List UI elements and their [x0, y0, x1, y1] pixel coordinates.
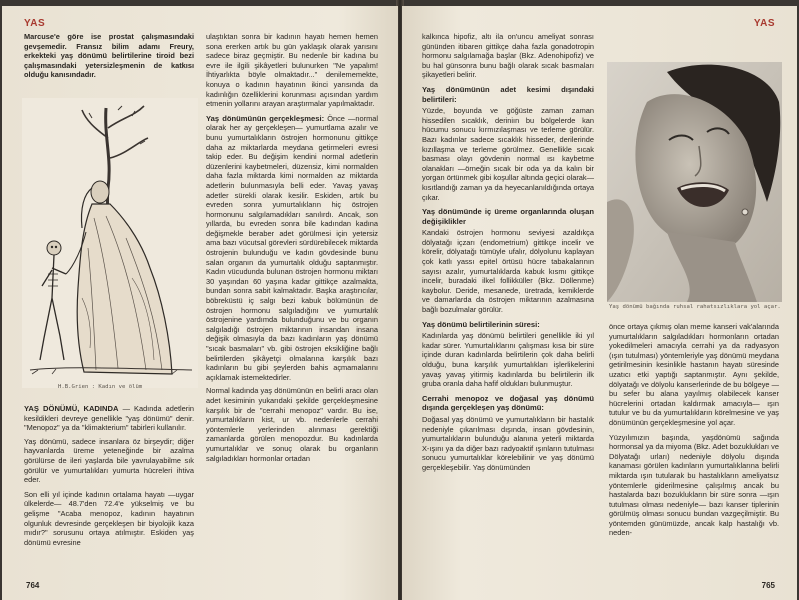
- section-heading: Cerrahi menopoz ve doğasal yaş dönümü dışında gerçekleşen yaş dönümü:: [422, 393, 594, 413]
- paragraph: Kandaki östrojen hormonu seviyesi azaldıkça dölyatağı içzarı (endometrium) gittikçe incelir ve körelir, dölyatağı tümüyle ufalır, dölyolunu kaplayan çok katlı yassı epitel örtüsü hücre tabakalarının sayısı azalır, yumurtalıklarda kabuk kısmı gittikçe incelir, buradaki ilkel follikküller (Bkz. Döllenme) kaybolur. Deride, mesanede, üretrada, kemiklerde ve damarlarda da östrojen miktarının azalmasına bağlı bozulmalar görülür.: [422, 228, 594, 315]
- paragraph: Normal kadında yaş dönümünün en belirli aracı olan adet kesiminin yukarıdaki şekilde gerçekleşmesine karşılık bir de "cerrahi menopoz" vardır. Bu ise, yumurtalıkların kist, ur vb. nedenlerle cerrahi yöntemlerle yerlerinden alınması gerektiği zamanlarda görülen menopozdur. Bu kadınlarda yumurtalıklar ve sonuç olarak bu organların salgıladıkları hormonlar ortadan: [206, 386, 378, 463]
- intro-paragraph: [24, 32, 194, 85]
- section-heading: Yaş dönümü belirtilerinin süresi:: [422, 319, 540, 329]
- heading-text: Yaş dönümünün gerçekleşmesi:: [206, 113, 325, 123]
- paragraph: Kadınlarda yaş dönümü belirtileri genellikle iki yıl kadar sürer. Yumurtalıklarını çalışması kısa bir süre içinde duran kadınlarda belirtilerin çok daha belirli olduğu, buna karşılık yumurtalıkları işlerlikelerini yavaş yavaş yitirmiş kadınlarda bu belirtilerin ilk gruba oranla daha hafif oldukları bulunmuştur.: [422, 331, 594, 389]
- section-heading: [24, 404, 194, 433]
- engraving-figure: [22, 98, 198, 388]
- paragraph: ulaştıktan sonra bir kadının hayatı hemen hemen sona ererken artık bu gün yaklaşık olarak yarısını sadece biraz geçmiştir. Bu nedenle bir kadına bu evre ile ilgili şikâyetleri bulunurken "Ne yapalım! İhtiyarlıkta böyle olmaktadır..." denilememekte, konuya o kadının hayatının ikinci yarısında da kadınlığın özelliklerini korunması açısından yardım etmenin yollarını arayan araştırmalar yapılmaktadır.: [206, 32, 378, 109]
- paragraph: Önce —normal olarak her ay gerçekleşen— yumurtlama azalır ve bunu yumurtalıkların östrojen hormonunu gittikçe daha az miktarlarda meydana getirmeleri evresi takip eder. Bu değişim kendini normal adetlerin düzenlerini kaybetmeleri, düzensiz, kimi normalden daha fazla miktarda kimi normalden az miktarda adetlerin bulunmasıyla belli eder. Yavaş yavaş adetler sürekli olarak kesilir. Eskiden, artık bu evreden sonra yumurtalıkların hiç östrojen hormonunu salgılamadıkları sanılırdı. Ancak, son yıllarda, bu evreden sonra bile kadından kadına değişmekle beraber adet görülmesi için yetersiz ama bazı vücutsal görevleri sürdürebilecek miktarda östrojenin bulunduğu ve kadın gövdesinde bunu salan organın da yumurtalık olduğu saptanmıştır. Kadın vücudunda bulunan östrojen hormonu miktarı 30 yaşından 60 yaşına kadar gittikçe azalmakta, bundan sonra sabit kalmaktadır. Başka araştırıcılar, böbreküstü iç salgı bezi kabuk bölümünün de östrojen hormonu salgıladığını ve yumurtalık östrojenine yardımda bulunduğunu ve bu organın salgıladığı östrojen miktarının insandan insana değişik olmasıyla da bazı kadınların yaş dönümü "sıcak basmaları" vb. gibi östrojen eksikliğine bağlı belirtilerden şikâyetçi olmalarına karşılık bazı kadınların bu gibi şeylerden bahis açmamalarını açıklamak istemektedirler.: [206, 113, 378, 382]
- page-number: 765: [761, 581, 775, 590]
- paragraph: Yüzde, boyunda ve göğüste zaman zaman hissedilen sıcaklık, deriniın bu bölgelerde kan hücumu sonucu kırmızılaşması ve terleme görülür. Bazı kadınlar sadece sıcaklık hisseder, derilerinde kızıllaşma ve terleme görülmez. Genellikle sıcak basması olayı gövdenin normal ısı kaybetme olanakları —örneğin sıcak bir oda ya da kalın bir yorgan örtünmek gibi koşullar altında geçici olarak— kısıtlandığı zaman ya da heyecanlanıldığında ortaya çıkar.: [422, 106, 594, 202]
- right-page-column-1: [422, 32, 594, 478]
- right-page-column-2: [609, 322, 779, 543]
- right-page: [402, 6, 797, 600]
- section-heading: Yaş dönümünün adet kesimi dışındaki belirtileri:: [422, 84, 594, 104]
- death-and-woman-engraving: [22, 98, 198, 388]
- left-page: [2, 6, 398, 600]
- figure-caption: H.B.Grien : Kadın ve ölüm: [58, 384, 143, 390]
- heading-text: YAŞ DÖNÜMÜ, KADINDA: [24, 404, 119, 413]
- paragraph: Doğasal yaş dönümü ve yumurtalıkların bir hastalık nedeniyle çıkarılması dışında, insan gövdesinin, yumurtalıkların bulunduğu alanına yeterli miktarda X-ışını ya da diğer bazı radyoaktif ışınların tutulması sonucu yumurtalıklar körelebilinir ve yaş dönümü gerçekleşebilir. Yaş dönümünden: [422, 414, 594, 472]
- paragraph: kalkınca hipofiz, altı ila on'uncu ameliyat sonrası gününden itibaren gittikçe daha fazla gonadotropin hormonu salgılamağa başlar (Bkz. Adenohipofiz) ve bu hal günsonra bunu bağlı olarak sıcak basmaları şikayetleri belirir.: [422, 32, 594, 80]
- running-head: YAS: [753, 18, 775, 29]
- running-head: YAS: [24, 18, 46, 29]
- section-heading: [206, 114, 378, 383]
- left-page-column-2: [206, 32, 378, 468]
- paragraph: Yüzyılımızın başında, yaşdönümü sağında hormonsal ya da miyoma (Bkz. Adet bozuklukları ve Dölyatağı urları) nedeniyle dölyolu dışında kanaması görülen kadınların yumurtalıklarına belirli miktarda ışın tutularak bu hastalıkların ameliyatsız yöntemlerle giderilmesine çalışılmış ancak bu hastalarda bazı bozuklukların bir süre sonra —ışın tutulması olması nedeniyle— bazı kanser tiplerinin görülmüş olması sonucu bundan vazgeçilmiştir. Bu yöntemden günümüzde, ancak kalp hastalığı vb. neden-: [609, 432, 779, 538]
- page-number: 764: [26, 581, 40, 590]
- paragraph: — Kadında adetlerin kesildikleri devreye genellikle "yaş dönümü" denir. "Menopoz" ya da "klimakterium" tabirleri kullanılır.: [24, 404, 194, 433]
- paragraph: önce ortaya çıkmış olan meme kanseri vak'alarında yumurtalıkların salgıladıkları hormonların ortadan yokedilmeleri amacıyla cerrahi ya da radyasyon (ışın tutulması) yöntemleriyle yaş dönümü meydana getirilmesinin kesinlikle hastanın hayatı süresinde uzatıcı etki yaptığı saptanmıştır. Aynı şekilde, dölyatağı ve dölyolu kanserlerinde de bu bölgeye —bu sefer bu alana yayılmış olabilecek kanser hücrelerini ortadan kaldırmak amacıyla— ışın tutulur ve bu da yumurtalıkların körelmesine ve yaş dönümünün gerçekleşmesine yol açar.: [609, 322, 779, 427]
- intro-text: Marcuse'e göre ise prostat çalışmasındaki gevşemedir. Fransız bilim adamı Freury, erkekteki yaş dönümü belirtilerine tiroid bezi çalışmasındaki yetersizleşmenin de katkısı olduğu kanısındadır.: [24, 32, 194, 80]
- photo-caption: Yaş dönümü bağında ruhsal rahatsızlıklara yol açar.: [609, 304, 781, 310]
- section-heading: Yaş dönümünde iç üreme organlarında oluşan değişiklikler: [422, 207, 594, 226]
- laughing-woman-photo: [607, 62, 782, 302]
- paragraph: Son elli yıl içinde kadının ortalama hayatı —uygar ülkelerde— 48.7'den 72.4'e yükselmiş ve bu gelişme "Acaba menopoz, kadının hayatının olgunluk devresinde gerçekleşen bir biyolojik kaza mıdır?" sorusunu ortaya atılmıştır. Eskiden yaş dönümü evresine: [24, 489, 194, 547]
- portrait-photo: [607, 62, 782, 302]
- left-page-column-1: [24, 404, 194, 552]
- paragraph: Yaş dönümü, sadece insanlara öz birşeydir; diğer hayvanlarda üreme yeteneğinde bir azalma görülürse de ileri yaşlarda bile yavrulayabilme sık görülür ve yumurtalıkları yumurta hücreleri ihtiva eder.: [24, 436, 194, 485]
